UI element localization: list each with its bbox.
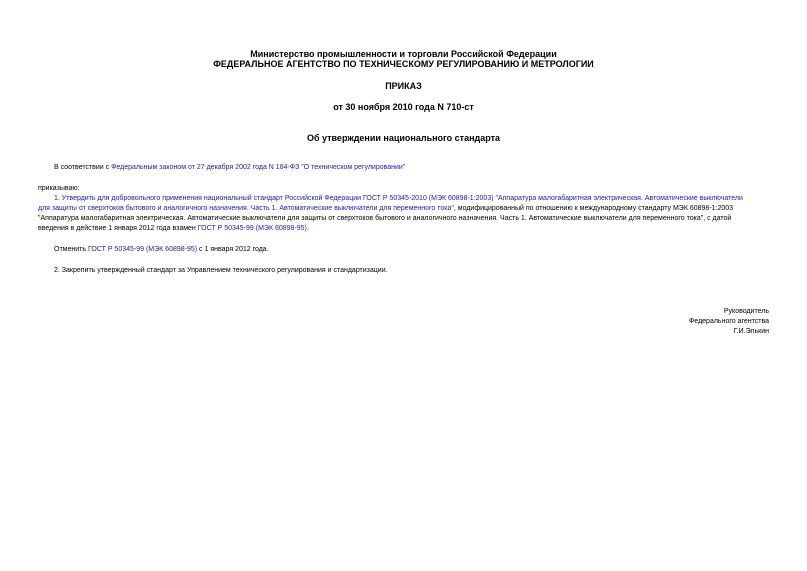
doc-subject: Об утверждении национального стандарта bbox=[306, 133, 501, 143]
gost-cancel-link[interactable]: ГОСТ Р 50345-99 (МЭК 60898-95) bbox=[87, 246, 198, 253]
federal-law-link[interactable]: Федеральным законом от 27 декабря 2002 года N 184-ФЗ "О техническом регулировании" bbox=[111, 164, 406, 171]
item1-line3: "Аппаратура малогабаритная электрическая. Автоматические выключатели для защиты от сверхтоков бытового и аналогичного назначения. Часть 1. Автоматические выключатели для переменного тока", с датой bbox=[38, 215, 732, 222]
order-word: приказываю: bbox=[38, 185, 80, 192]
signature-title: Руководитель bbox=[723, 308, 769, 315]
intro-prefix: В соответствии с bbox=[54, 164, 112, 171]
doc-type: ПРИКАЗ bbox=[385, 81, 422, 91]
agency-title: ФЕДЕРАЛЬНОЕ АГЕНТСТВО ПО ТЕХНИЧЕСКОМУ РЕГУЛИРОВАНИЮ И МЕТРОЛОГИИ bbox=[213, 59, 594, 69]
cancel-prefix: Отменить bbox=[54, 246, 88, 253]
item1-line4-end: . bbox=[306, 225, 309, 232]
gost-50345-99-link[interactable]: ГОСТ Р 50345-99 (МЭК 60898-95) bbox=[197, 225, 307, 232]
signature-name: Г.И.Элькин bbox=[733, 328, 769, 335]
item1-line4 bbox=[38, 224, 309, 234]
approve-standard-link-cont[interactable]: для защиты от сверхтоков бытового и аналогичного назначения. Часть 1. Автоматические выключатели для переменного тока" bbox=[38, 205, 454, 212]
item2-paragraph: 2. Закрепить утвержденный стандарт за Управлением технического регулирования и стандартизации. bbox=[54, 267, 388, 274]
intro-paragraph bbox=[54, 163, 405, 173]
cancel-suffix: с 1 января 2012 года. bbox=[197, 246, 269, 253]
doc-date-number: от 30 ноября 2010 года N 710-ст bbox=[333, 102, 474, 112]
approve-standard-link[interactable]: 1. Утвердить для добровольного применения национальный стандарт Российской Федерации ГОСТ Р 50345-2010 (МЭК 60898-1:2003) "Аппаратура малогабаритная электрическая. Автоматические выключатели bbox=[54, 195, 743, 202]
cancel-paragraph bbox=[54, 245, 269, 255]
item1-line4-text: введения в действие 1 января 2012 года взамен bbox=[38, 225, 198, 232]
ministry-title: Министерство промышленности и торговли Российской Федерации bbox=[250, 49, 557, 59]
item1-line2-text: , модифицированный по отношению к международному стандарту МЭК 60898-1:2003 bbox=[453, 205, 734, 212]
item1-line1 bbox=[54, 194, 743, 204]
signature-agency: Федерального агентства bbox=[689, 318, 769, 325]
item1-line2 bbox=[38, 204, 733, 214]
